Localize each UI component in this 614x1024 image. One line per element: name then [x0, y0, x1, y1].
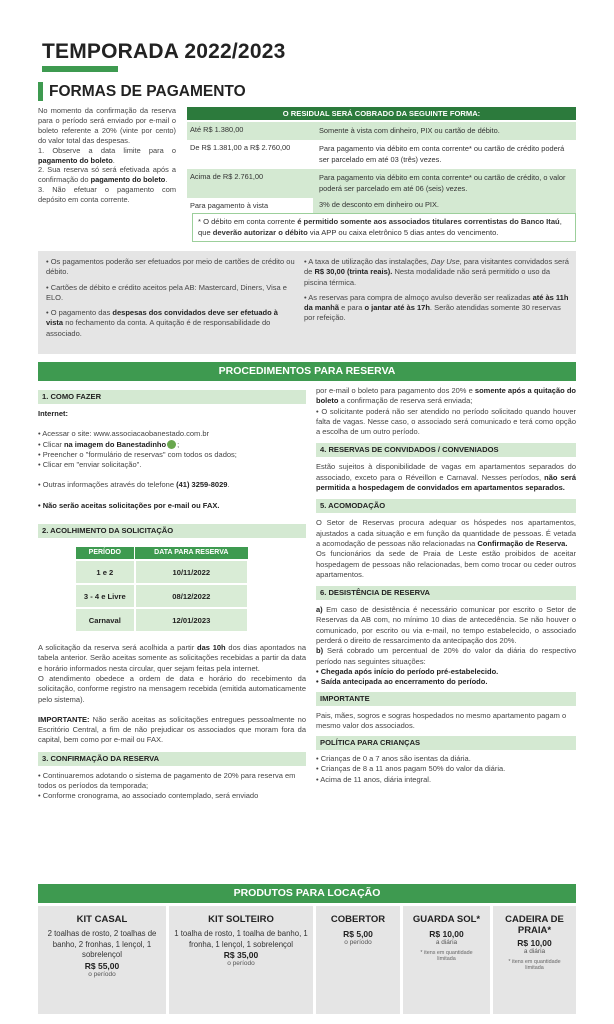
- section-cancellation: 6. DESISTÊNCIA DE RESERVA: [316, 586, 576, 600]
- intro-p1: No momento da confirmação da reserva para o período será enviado por e-mail o boleto referente a 20% (vinte por cento) do valor total das despesas.: [38, 106, 176, 145]
- product-card: CADEIRA DE PRAIA* R$ 10,00 a diária * itens em quantidade limitada: [493, 906, 576, 1014]
- heading-marker: [38, 82, 43, 101]
- product-card: KIT SOLTEIRO 1 toalha de rosto, 1 toalha de banho, 1 fronha, 1 lençol, 1 sobrelençol R$ 35,00 o período: [169, 906, 313, 1014]
- dates-table: PERÍODO DATA PARA RESERVA 1 e 2 10/11/2022 3 - 4 e Livre 08/12/2022 Carnaval 12/01/2023: [74, 546, 249, 633]
- section-title: FORMAS DE PAGAMENTO: [49, 82, 246, 100]
- intro-p2: 1. Observe a data limite para o pagamento do boleto.: [38, 145, 176, 165]
- payment-row: Para pagamento à vista 3% de desconto em dinheiro ou PIX.: [187, 198, 576, 213]
- section-confirmation: 3. CONFIRMAÇÃO DA RESERVA: [38, 752, 306, 766]
- section-reception: 2. ACOLHIMENTO DA SOLICITAÇÃO: [38, 524, 306, 538]
- site-link[interactable]: • Acessar o site: www.associacaobanestado.com.br: [38, 429, 210, 439]
- table-row: 1 e 2 10/11/2022: [75, 560, 248, 584]
- procedures-banner: PROCEDIMENTOS PARA RESERVA: [38, 362, 576, 381]
- section-how-to: 1. COMO FAZER: [38, 390, 306, 404]
- section-guests: 4. RESERVAS DE CONVIDADOS / CONVENIADOS: [316, 443, 576, 457]
- payment-row: De R$ 1.381,00 a R$ 2.760,00 Para pagamento via débito em conta corrente* ou cartão de crédito poderá ser parcelado em até 03 (três) vezes.: [187, 140, 576, 169]
- intro-p3: 2. Sua reserva só será efetivada após a confirmação do pagamento do boleto.: [38, 165, 176, 185]
- table-row: 3 - 4 e Livre 08/12/2022: [75, 584, 248, 608]
- payment-table-header: O RESIDUAL SERÁ COBRADO DA SEGUINTE FORMA:: [187, 107, 576, 120]
- payment-row: Acima de R$ 2.761,00 Para pagamento via débito em conta corrente* ou cartão de crédito, o valor poderá ser parcelado em até 06 (seis) vezes.: [187, 169, 576, 198]
- payment-info-right: • A taxa de utilização das instalações, Day Use, para visitantes convidados será de R$ 30,00 (trinta reais). Nesta modalidade não será permitido o uso da piscina térmica. • As reservas para compra de almoço avulso deverão ser realizadas até às 11h da manhã e para o jantar até às 17h. Serão atendidas somente 30 reservas por refeição.: [304, 257, 569, 323]
- product-card: KIT CASAL 2 toalhas de rosto, 2 toalhas de banho, 2 fronhas, 1 lençol, 1 sobrelençol R$ 55,00 o período: [38, 906, 166, 1014]
- page-title: TEMPORADA 2022/2023: [42, 40, 286, 63]
- title-underline: [42, 66, 118, 72]
- payment-table: [187, 107, 576, 213]
- banestadinho-icon: [167, 440, 176, 449]
- payment-info-left: • Os pagamentos poderão ser efetuados por meio de cartões de crédito ou débito. • Cartões de débito e crédito aceitos pela AB: Mastercard, Diners, Visa e ELO. • O pagamento das despesas dos convidados deve ser efetuado à vista no fechamento da conta. A quitação é de responsabilidade do associado.: [46, 257, 295, 338]
- payment-intro: [38, 106, 176, 205]
- section-important: IMPORTANTE: [316, 692, 576, 706]
- product-card: GUARDA SOL* R$ 10,00 a diária * itens em quantidade limitada: [403, 906, 490, 1014]
- payment-row: Até R$ 1.380,00 Somente à vista com dinheiro, PIX ou cartão de débito.: [187, 122, 576, 140]
- debit-note: * O débito em conta corrente é permitido somente aos associados titulares correntistas do Banco Itaú, que deverão autorizar o débito via APP ou caixa eletrônico 5 dias antes do vencimento.: [192, 213, 576, 242]
- section-children-policy: POLÍTICA PARA CRIANÇAS: [316, 736, 576, 750]
- payment-info-box: [38, 251, 576, 354]
- procedures-right-column: por e-mail o boleto para pagamento dos 20% e somente após a quitação do boleto a confirmação de reserva será enviada; • O solicitante poderá não ser atendido no período solicitado quando houver falta de vagas. Nesse caso, o associado será comunicado e terá como opção a escolha de um outro período. 4. RESERVAS DE CONVIDADOS / CONVENIADOS Estão sujeitos à disponibilidade de vagas em apartamentos separados do associado, exceto para o Réveillon e Carnaval. Nesses períodos, não será permitida a hospedagem de convidados em apartamentos separados. 5. ACOMODAÇÃO O Setor de Reservas procura adequar os hóspedes nos apartamentos, ajustados a cada situação e em função da quantidade de pessoas. É vetada a acomodação de pessoas não relacionadas na Confirmação de Reserva. Os funcionários da sede de Praia de Leste estão proibidos de aceitar hospedagem de pessoas não relacionadas, bem como trocar ou ceder outros apartamentos. 6. DESISTÊNCIA DE RESERVA a) Em caso de desistência é necessário comunicar por escrito o Setor de Reservas da AB com, no mínimo 10 dias de antecedência. Se não houver o comunicado, por escrito ou via e-mail, no tempo estabelecido, o associado perderá o direito de ressarcimento da antecipação dos 20%. b) Será cobrado um percentual de 20% do valor da diária do respectivo período nas seguintes situações: • Chegada após início do período pré-estabelecido. • Saída antecipada ao encerramento do período. IMPORTANTE Pais, mães, sogros e sogras hospedados no mesmo apartamento pagam o mesmo valor dos associados. POLÍTICA PARA CRIANÇAS • Crianças de 0 a 7 anos são isentas da diária. • Crianças de 8 a 11 anos pagam 50% do valor da diária. • Acima de 11 anos, diária integral.: [316, 386, 576, 784]
- product-card: COBERTOR R$ 5,00 o período: [316, 906, 400, 1014]
- intro-p4: 3. Não efetuar o pagamento com depósito em conta corrente.: [38, 185, 176, 205]
- products-banner: PRODUTOS PARA LOCAÇÃO: [38, 884, 576, 903]
- section-accommodation: 5. ACOMODAÇÃO: [316, 499, 576, 513]
- section-heading: [38, 82, 246, 101]
- table-row: Carnaval 12/01/2023: [75, 608, 248, 632]
- procedures-left-column: 1. COMO FAZER Internet: • Acessar o site: www.associacaobanestado.com.br • Clicar na imagem do Banestadinho ; • Preencher o "formulário de reservas" com todos os dados; • Clicar em "enviar solicitação". • Outras informações através do telefone (41) 3259-8029. • Não serão aceitas solicitações por e-mail ou FAX. 2. ACOLHIMENTO DA SOLICITAÇÃO PERÍODO DATA PARA RESERVA 1 e 2 10/11/2022 3 - 4 e Livre 08/12/2022 Carnaval 12/01/2023 A solicitação da reserva será acolhida a partir das 10h dos dias apontados na tabela anterior. Serão aceitas somente as solicitações recebidas a partir da data e horário informados nesta circular, quer sejam feitas pela internet. O atendimento obedece a ordem de data e horário do recebimento da solicitação, conforme registro na mensagem recebida (emitida automaticamente pelo sistema). IMPORTANTE: Não serão aceitas as solicitações entregues pessoalmente no Escritório Central, a fim de não prejudicar os associados que moram fora da capital, bem como por e-mail ou FAX. 3. CONFIRMAÇÃO DA RESERVA • Continuaremos adotando o sistema de pagamento de 20% para reserva em todos os períodos da temporada; • Conforme cronograma, ao associado contemplado, será enviado: [38, 392, 306, 801]
- banestadinho-link[interactable]: na imagem do Banestadinho: [63, 439, 167, 449]
